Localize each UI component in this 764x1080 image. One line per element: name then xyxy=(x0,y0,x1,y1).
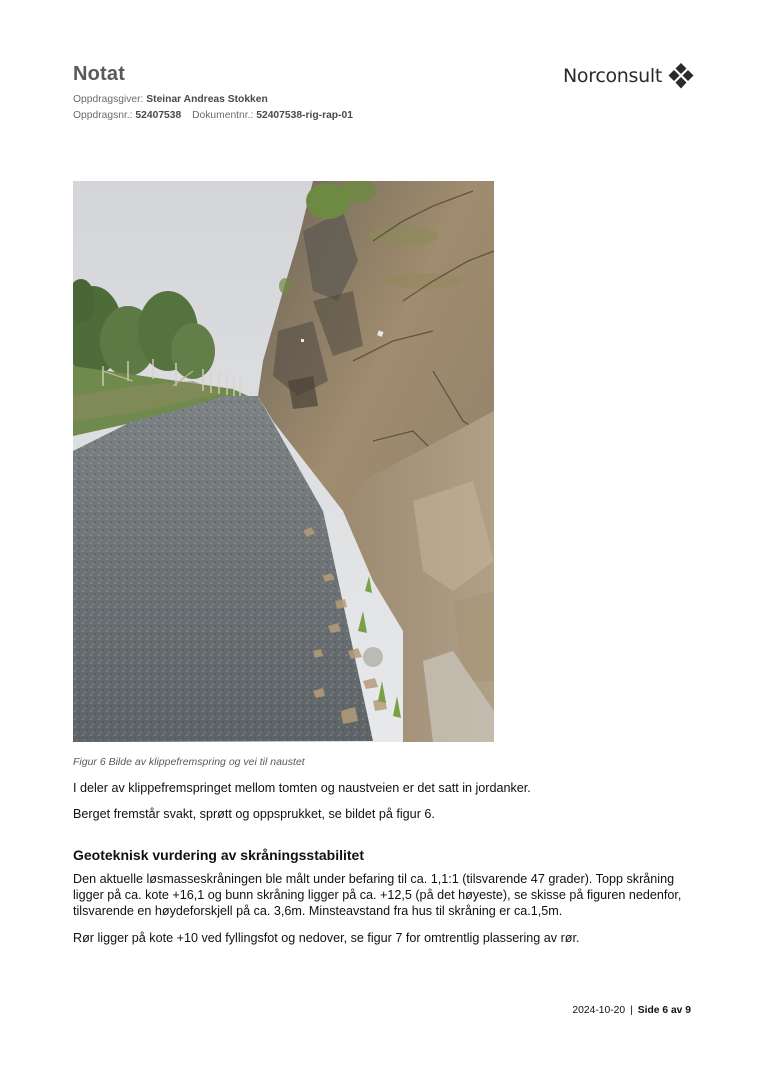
document-no-value: 52407538-rig-rap-01 xyxy=(256,110,353,121)
figure-caption: Figur 6 Bilde av klippefremspring og vei til naustet xyxy=(73,756,305,768)
norconsult-diamond-icon xyxy=(667,62,695,90)
document-no-label: Dokumentnr.: xyxy=(192,110,254,121)
body-paragraph-1: I deler av klippefremspringet mellom tomten og naustveien er det satt in jordanker. xyxy=(73,781,531,795)
norconsult-logo xyxy=(563,62,695,90)
client-value: Steinar Andreas Stokken xyxy=(146,94,268,105)
logo-text: Norconsult xyxy=(563,65,663,87)
page-header xyxy=(73,62,353,124)
assignment-no-label: Oppdragsnr.: xyxy=(73,110,133,121)
cliff-road-photo xyxy=(73,181,494,742)
client-label: Oppdragsgiver: xyxy=(73,94,144,105)
page-footer xyxy=(572,1005,691,1016)
document-numbers-line xyxy=(73,108,353,124)
body-paragraph-3: Den aktuelle løsmasseskråningen ble målt under befaring til ca. 1,1:1 (tilsvarende 47 grader). Topp skråning ligger på ca. kote +16,1 og bunn skråning ligger på ca. +12,5 (på det høyeste), se skisse på figuren nedenfor, tilsvarende en høydeforskjell på ca. 3,6m. Minsteavstand fra hus til skråning er ca.1,5m. xyxy=(73,872,682,918)
assignment-no-value: 52407538 xyxy=(135,110,182,121)
section-heading: Geoteknisk vurdering av skråningsstabilitet xyxy=(73,847,364,863)
body-paragraph-2: Berget fremstår svakt, sprøtt og oppsprukket, se bildet på figur 6. xyxy=(73,807,435,821)
document-title: Notat xyxy=(73,63,126,85)
footer-date: 2024-10-20 xyxy=(572,1005,626,1016)
footer-separator: | xyxy=(630,1005,633,1016)
figure-6-photo xyxy=(73,181,494,742)
page-number: Side 6 av 9 xyxy=(637,1005,691,1016)
body-paragraph-4: Rør ligger på kote +10 ved fyllingsfot og nedover, se figur 7 for omtrentlig plassering av rør. xyxy=(73,931,580,945)
client-line xyxy=(73,92,353,108)
